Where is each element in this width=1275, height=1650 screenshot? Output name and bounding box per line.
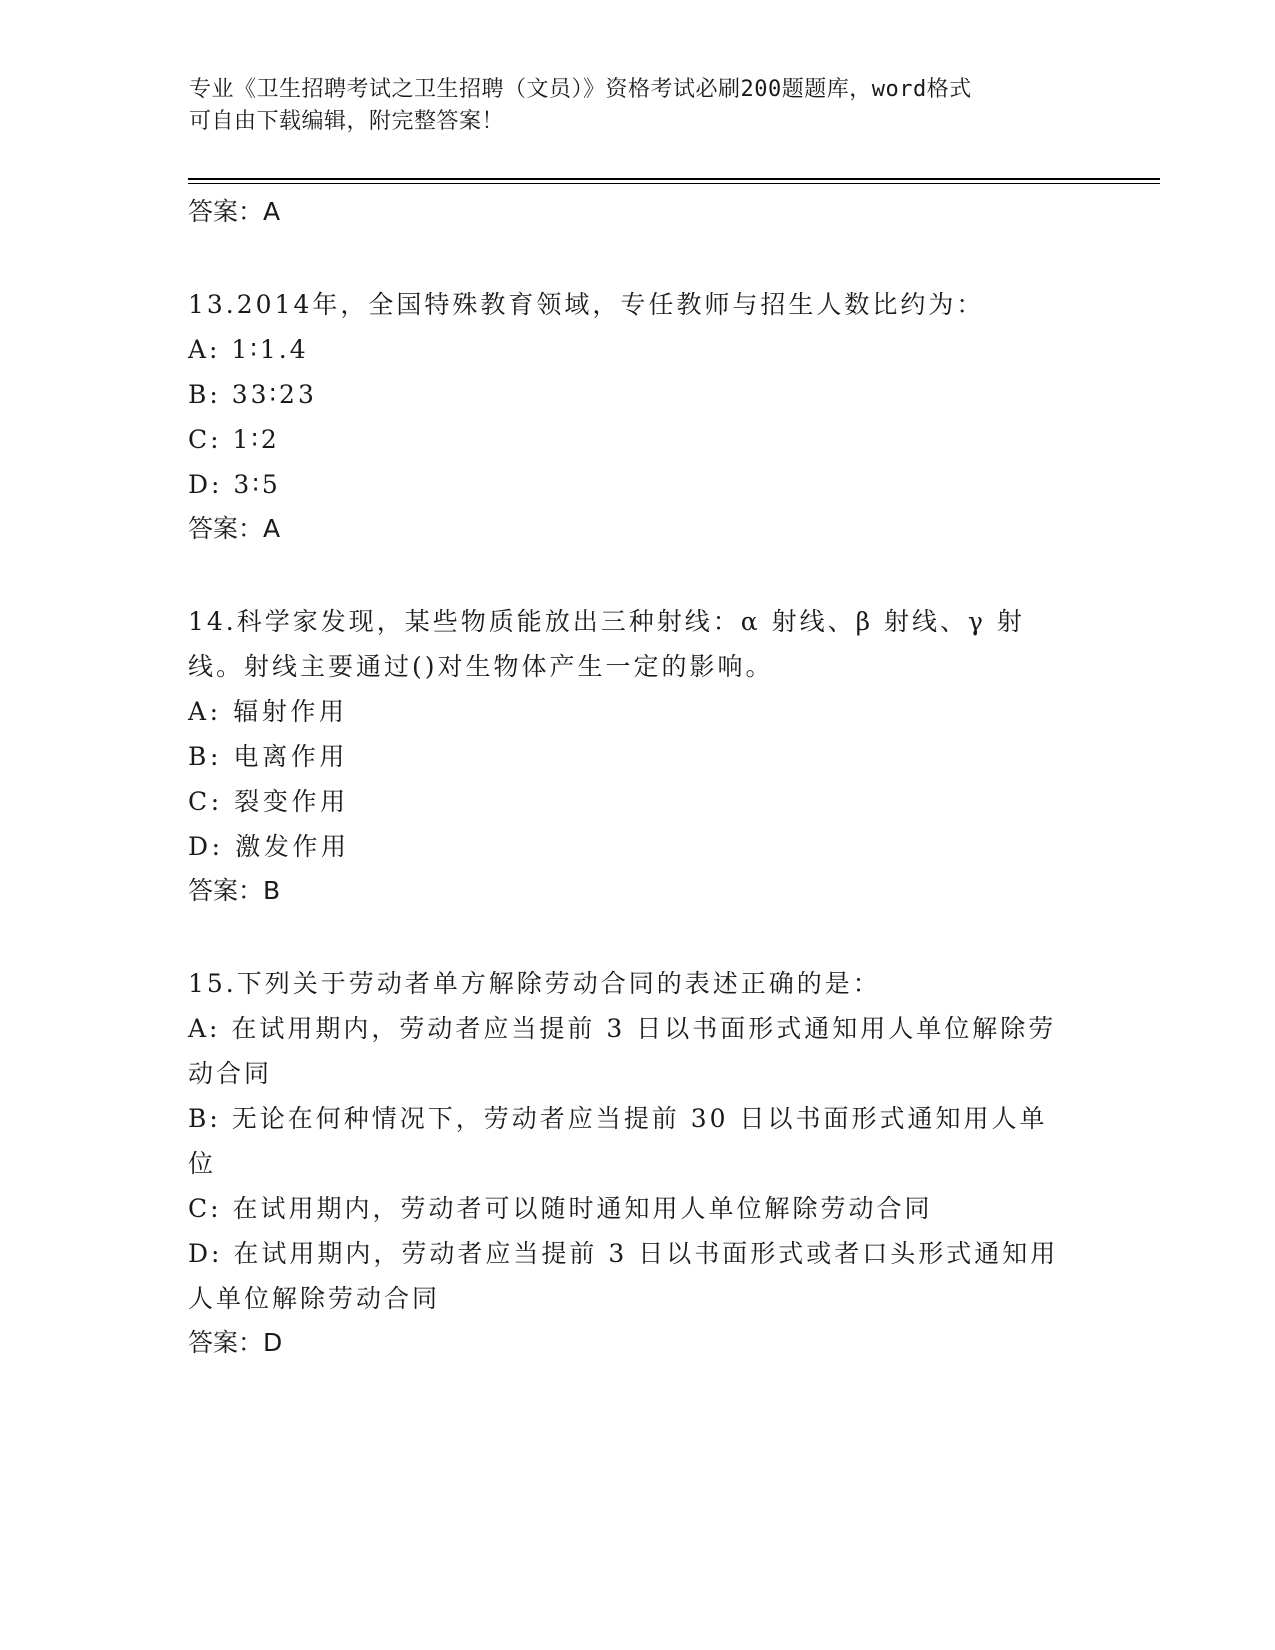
question-stem: 15.下列关于劳动者单方解除劳动合同的表述正确的是： (188, 969, 881, 998)
header-line-2: 可自由下载编辑，附完整答案！ (189, 109, 505, 134)
option-d-continued: 人单位解除劳动合同 (188, 1284, 441, 1313)
document-header (189, 74, 1069, 138)
option-b: B: 33∶23 (188, 380, 317, 409)
header-line-1: 专业《卫生招聘考试之卫生招聘（文员）》资格考试必刷200题题库，word格式 (189, 77, 972, 102)
option-c: C: 在试用期内，劳动者可以随时通知用人单位解除劳动合同 (188, 1194, 933, 1223)
option-b: B: 无论在何种情况下，劳动者应当提前 30 日以书面形式通知用人单 (188, 1104, 1048, 1133)
option-b-continued: 位 (188, 1149, 217, 1178)
option-a: A: 1∶1.4 (188, 335, 309, 364)
option-d: D: 激发作用 (188, 832, 350, 861)
answer-line: 答案：A (188, 514, 281, 543)
header-divider-thick (188, 178, 1160, 180)
option-d: D: 在试用期内，劳动者应当提前 3 日以书面形式或者口头形式通知用 (188, 1239, 1059, 1268)
option-c: C: 1∶2 (188, 425, 280, 454)
question-stem-line-2: 线。射线主要通过()对生物体产生一定的影响。 (188, 652, 774, 681)
option-b: B: 电离作用 (188, 742, 348, 771)
option-a-continued: 动合同 (188, 1059, 273, 1088)
document-body (188, 190, 1088, 1365)
answer-line: 答案：A (188, 197, 281, 226)
option-a: A: 在试用期内，劳动者应当提前 3 日以书面形式通知用人单位解除劳 (188, 1014, 1057, 1043)
option-c: C: 裂变作用 (188, 787, 349, 816)
question-14 (188, 599, 1088, 913)
header-divider-thin (188, 183, 1160, 184)
option-d: D: 3∶5 (188, 470, 281, 499)
question-13 (188, 282, 1088, 551)
question-stem: 13.2014年，全国特殊教育领域，专任教师与招生人数比约为： (188, 290, 985, 319)
option-a: A: 辐射作用 (188, 697, 348, 726)
answer-line: 答案：D (188, 1328, 283, 1357)
question-15 (188, 961, 1088, 1365)
answer-line: 答案：B (188, 876, 281, 905)
question-stem-line-1: 14.科学家发现，某些物质能放出三种射线：α 射线、β 射线、γ 射 (188, 607, 1025, 636)
